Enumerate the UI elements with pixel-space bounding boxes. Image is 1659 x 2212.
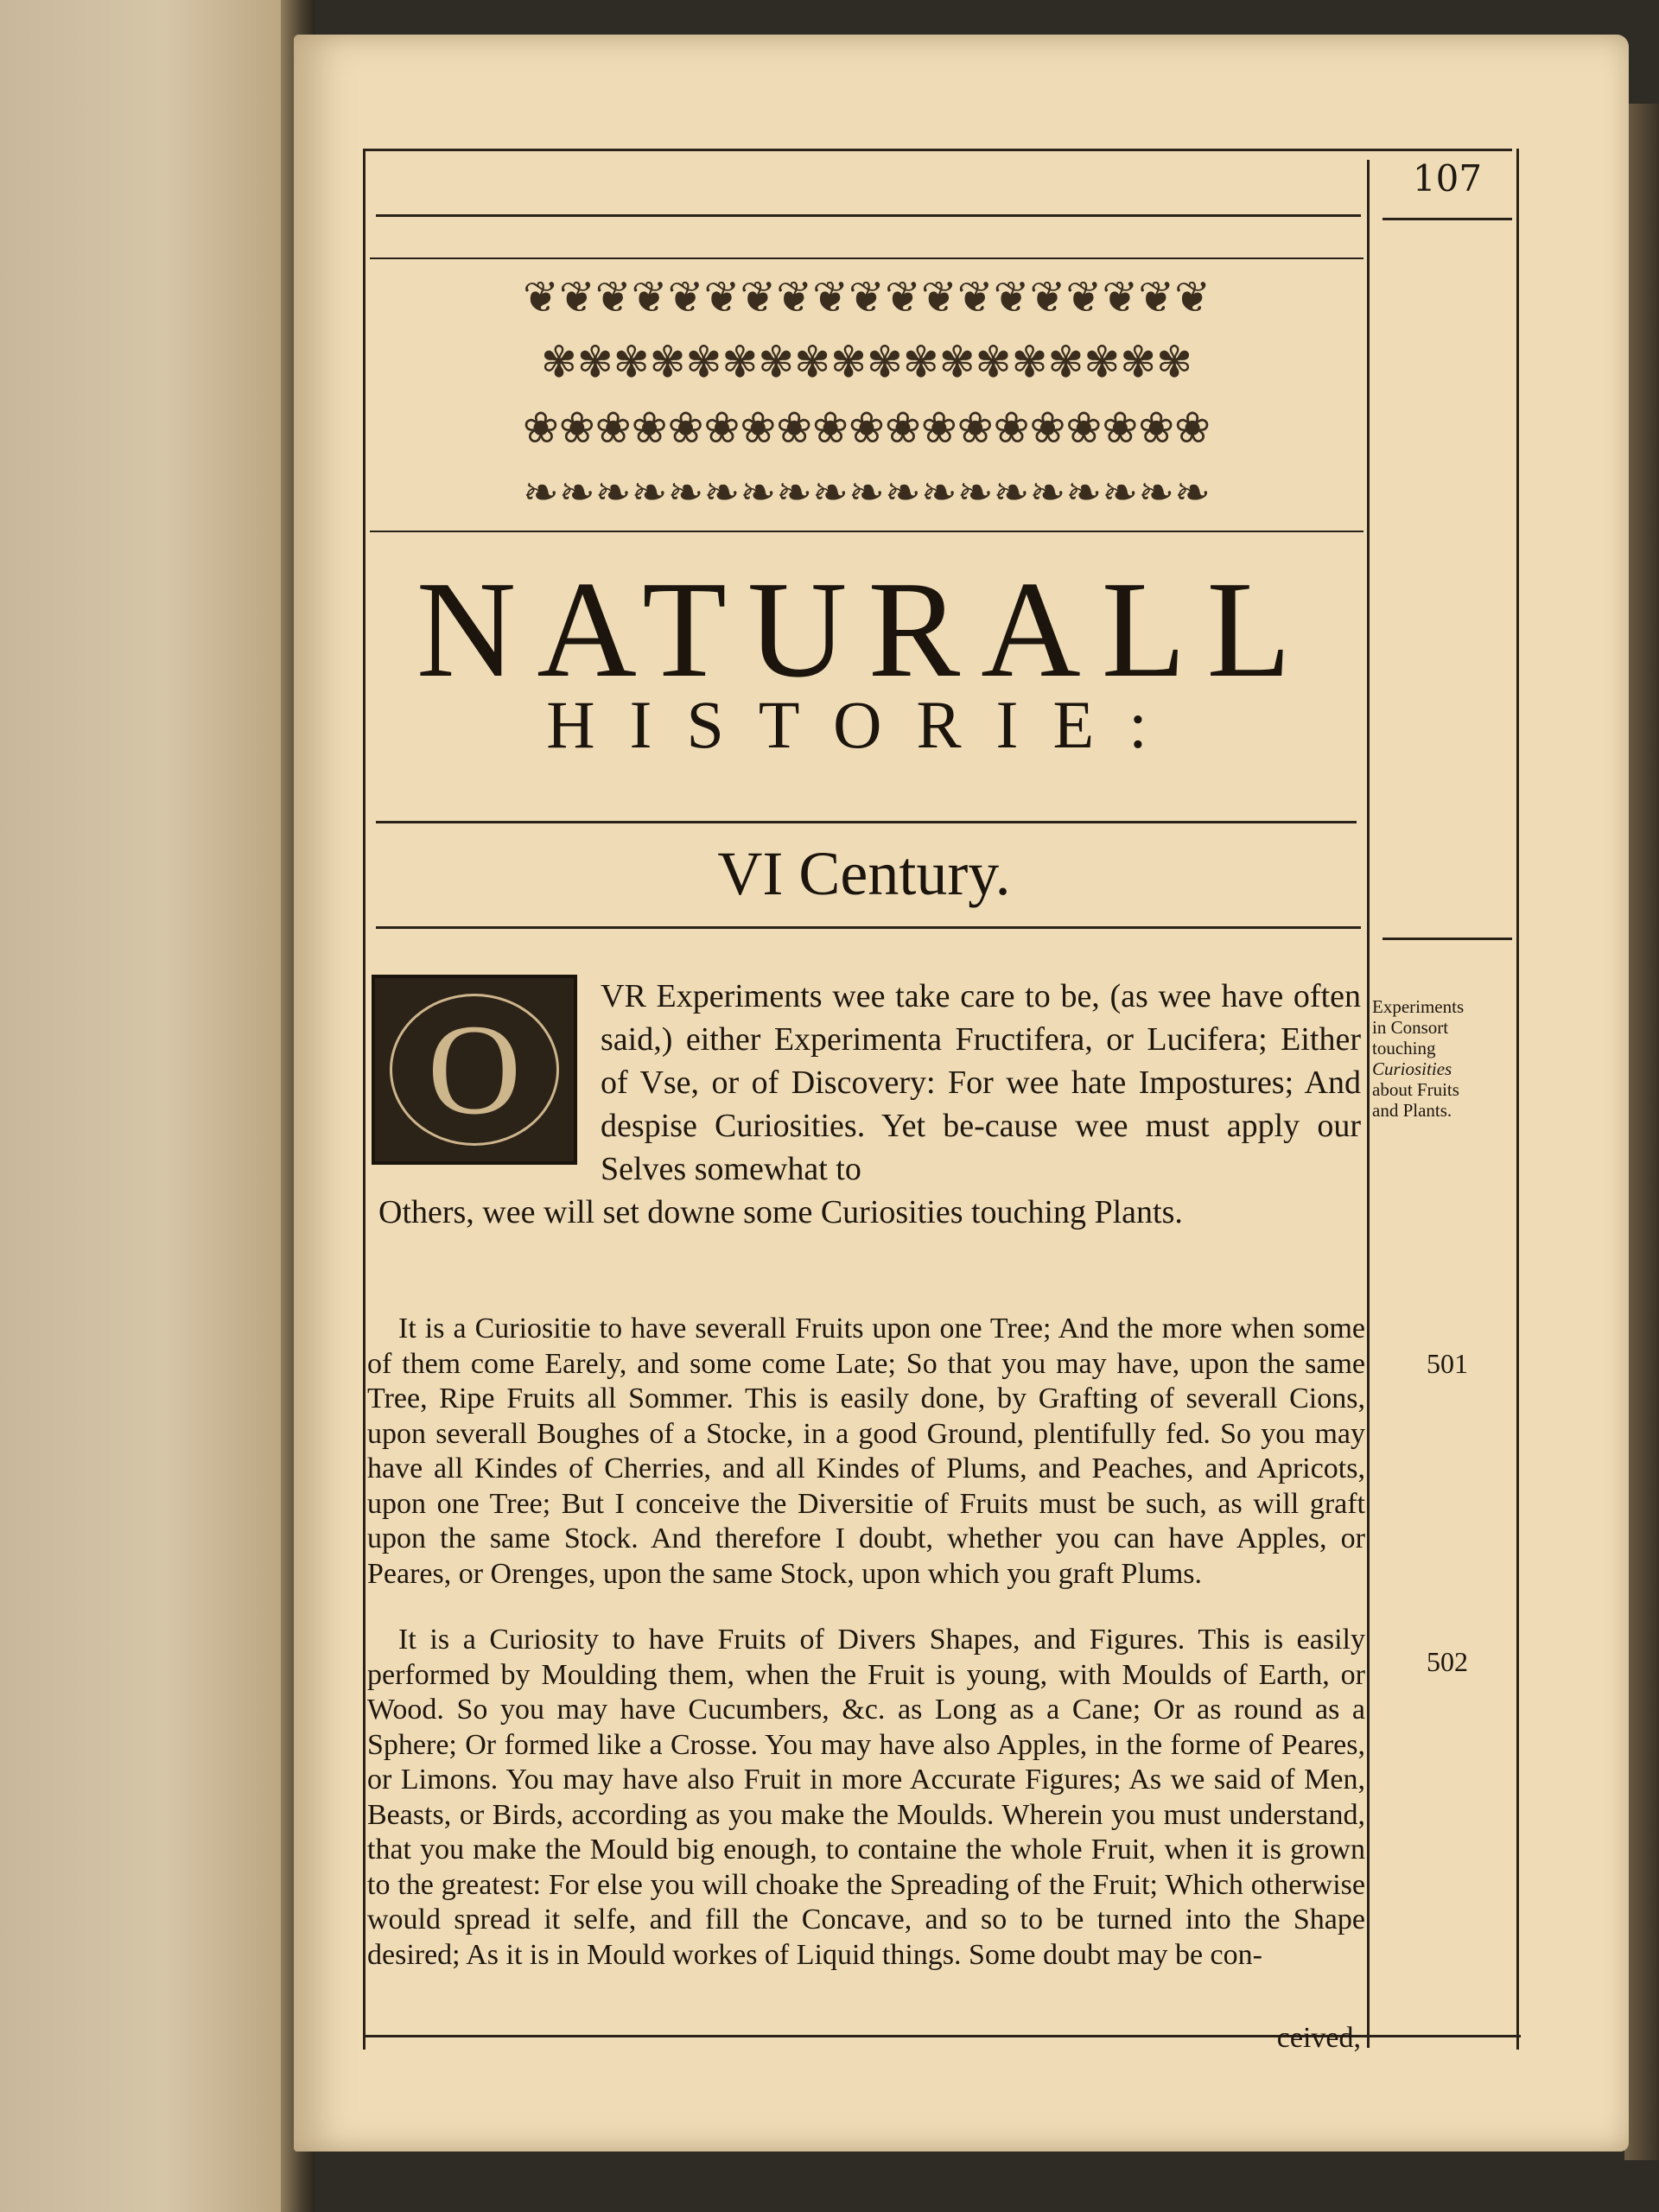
section-paragraph: It is a Curiosity to have Fruits of Divers Shapes, and Figures. This is easily performed by Moulding them, when the Fruit is young, with Moulds of Earth, or Wood. So you may have Cucumbers, &c. as Long as a Cane; Or as round as a Sphere; Or formed like a Crosse. You may have also Apples, in the forme of Peares, or Limons. You may have also Fruit in more Accurate Figures; As we said of Men, Beasts, or Birds, according as you make the Moulds. Wherein you must understand, that you make the Mould big enough, to containe the whole Fruit, when it is grown to the greatest: For else you will choake the Spreading of the Fruit; Which otherwise would spread it selfe, and fill the Concave, and so to be turned into the Shape desired; As it is in Mould workes of Liquid things. Some doubt may be con- [367,1624,1365,1971]
facing-left-page [0,0,298,2212]
frame-right-rule [1516,149,1519,2050]
margin-note-line: touching [1372,1038,1436,1058]
ornament-row [370,395,1363,461]
fleuron-icon: ❦❦❦❦❦❦❦❦❦❦❦❦❦❦❦❦❦❦❦ [523,271,1211,322]
century-heading: VI Century. [717,839,1011,908]
ornamental-headband [370,257,1363,532]
margin-note-line: Experiments [1372,996,1465,1017]
book-subtitle: HISTORIE: [546,687,1182,762]
margin-note-line: Curiosities [1372,1058,1452,1079]
frame-margin-rule [1367,160,1370,2048]
page-edges [1624,104,1659,2160]
header-rule [376,214,1361,217]
ornament-row [370,461,1363,526]
frame-top-rule [363,149,1512,151]
ornament-row [370,264,1363,330]
book-title: NATURALL [416,552,1313,706]
fleuron-icon: ❀❀❀❀❀❀❀❀❀❀❀❀❀❀❀❀❀❀❀ [523,402,1211,453]
title-rule-bottom [376,926,1361,929]
margin-note [1372,996,1510,1121]
margin-note-line: about Fruits [1372,1079,1459,1100]
margin-rule-bottom [1382,938,1512,940]
fleuron-icon: ❧❧❧❧❧❧❧❧❧❧❧❧❧❧❧❧❧❧❧ [523,467,1211,518]
margin-note-line: and Plants. [1372,1100,1452,1121]
initial-letter: O [390,994,559,1146]
frame-left-rule [363,149,365,2050]
fleuron-icon: ✾✾✾✾✾✾✾✾✾✾✾✾✾✾✾✾✾✾ [540,337,1193,388]
header-margin-rule [1382,218,1512,220]
section-paragraph: It is a Curiositie to have severall Fruits upon one Tree; And the more when some of them come Earely, and some come Late; So that you may have, upon the same Tree, Ripe Fruits all Sommer. This is easily done, by Grafting of severall Cions, upon severall Boughes of a Stocke, in a good Ground, plentifully fed. So you may have all Kindes of Cherries, and all Kindes of Plums, and Peaches, and Apricots, upon one Tree; But I conceive the Diversitie of Fruits must be such, as will graft upon the same Stock. And therefore I doubt, whether you can have Apples, or Peares, or Orenges, upon the same Stock, upon which you graft Plums. [367,1313,1365,1590]
page-number: 107 [1412,157,1483,200]
catchword: ceived, [1276,2022,1361,2054]
section-number: 502 [1427,1646,1468,1677]
ornament-row [370,330,1363,396]
intro-paragraph-continued: Others, wee will set downe some Curiosities touching Plants. [378,1194,1183,1230]
margin-note-line: in Consort [1372,1017,1449,1038]
title-rule-top [376,821,1357,823]
decorated-initial [372,975,577,1165]
section-number: 501 [1427,1348,1468,1379]
intro-paragraph: VR Experiments wee take care to be, (as wee have often said,) either Experimenta Fructifera, or Lucifera; Either of Vse, or of Discovery: For wee hate Impostures; And despise Curiosities. Yet be-cause wee must apply our Selves somewhat to [601,978,1361,1187]
